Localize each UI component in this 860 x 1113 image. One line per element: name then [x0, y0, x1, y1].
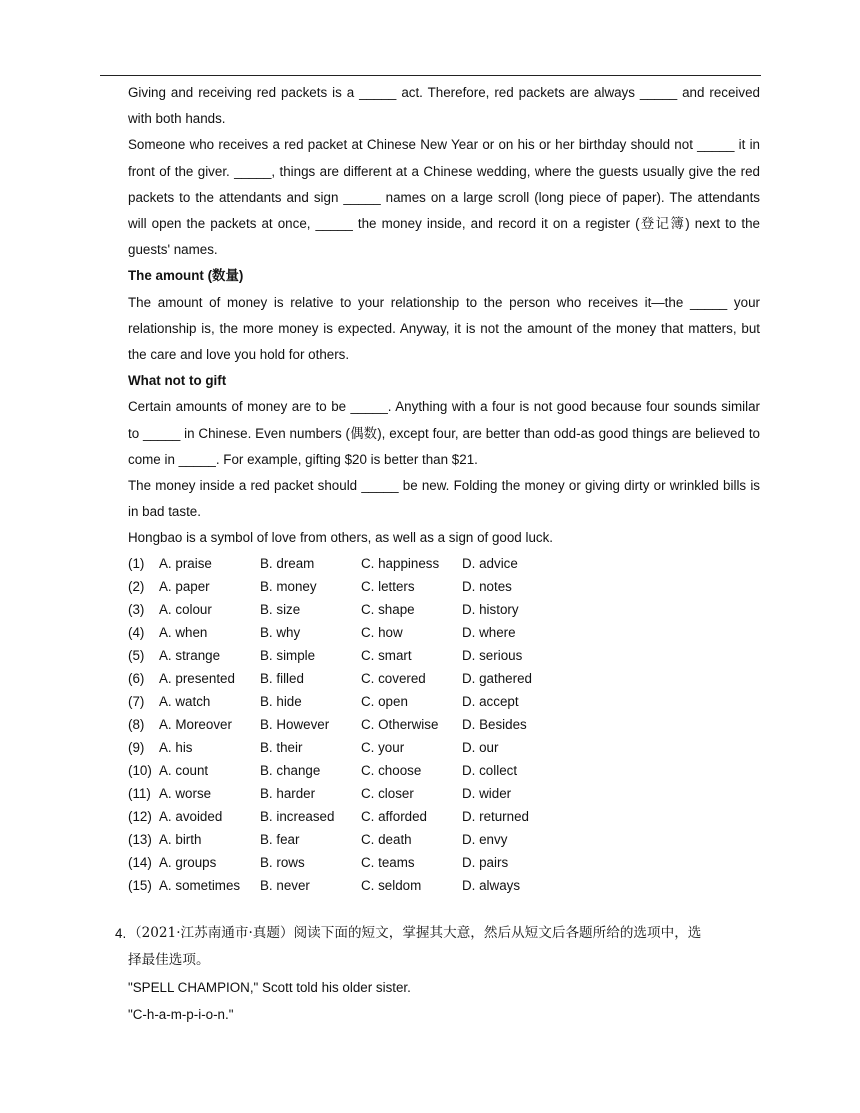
option-b: B. their — [260, 739, 303, 755]
option-a: A. birth — [159, 831, 202, 847]
option-number: (8) — [128, 716, 145, 732]
option-a: A. strange — [159, 647, 221, 663]
option-c: C. shape — [361, 601, 415, 617]
option-a: A. presented — [159, 670, 235, 686]
option-row — [128, 759, 760, 782]
option-c: C. happiness — [361, 555, 440, 571]
option-c: C. seldom — [361, 877, 422, 893]
option-number: (3) — [128, 601, 145, 617]
option-a: A. praise — [159, 555, 212, 571]
option-b: B. why — [260, 624, 301, 640]
option-row — [128, 736, 760, 759]
option-d: D. always — [462, 877, 521, 893]
option-row — [128, 667, 760, 690]
option-d: D. envy — [462, 831, 508, 847]
option-row — [128, 575, 760, 598]
option-b: B. simple — [260, 647, 316, 663]
option-d: D. accept — [462, 693, 519, 709]
option-number: (14) — [128, 854, 152, 870]
option-c: C. how — [361, 624, 403, 640]
option-number: (2) — [128, 578, 145, 594]
option-a: A. sometimes — [159, 877, 241, 893]
heading-not-gift: What not to gift — [128, 373, 227, 389]
option-b: B. fear — [260, 831, 300, 847]
option-a: A. watch — [159, 693, 211, 709]
option-b: B. increased — [260, 808, 335, 824]
question-4-instruction — [115, 920, 760, 947]
option-a: A. paper — [159, 578, 210, 594]
instruction-line-1: （2021·江苏南通市·真题）阅读下面的短文，掌握其大意，然后从短文后各题所给的选项中，选 — [128, 925, 702, 941]
story-line-2: "C-h-a-m-p-i-o-n." — [128, 1007, 234, 1022]
option-b: B. dream — [260, 555, 315, 571]
option-row — [128, 805, 760, 828]
option-d: D. advice — [462, 555, 518, 571]
paragraph-amount: The amount of money is relative to your relationship to the person who receives it—the _____ your relationship is, the more money is expected. Anyway, it is not the amount of the money that matters, but the care and love you hold for others. — [128, 294, 760, 363]
option-b: B. size — [260, 601, 301, 617]
option-number: (4) — [128, 624, 145, 640]
story-line-1: "SPELL CHAMPION," Scott told his older sister. — [128, 980, 411, 995]
option-number: (1) — [128, 555, 145, 571]
option-d: D. pairs — [462, 854, 509, 870]
option-d: D. collect — [462, 762, 518, 778]
option-row — [128, 644, 760, 667]
option-row — [128, 552, 760, 575]
option-row — [128, 828, 760, 851]
option-number: (13) — [128, 831, 152, 847]
option-number: (15) — [128, 877, 152, 893]
option-row — [128, 598, 760, 621]
option-d: D. notes — [462, 578, 512, 594]
option-c: C. closer — [361, 785, 414, 801]
option-a: A. count — [159, 762, 209, 778]
option-a: A. his — [159, 739, 193, 755]
option-d: D. Besides — [462, 716, 527, 732]
option-d: D. our — [462, 739, 499, 755]
option-d: D. history — [462, 601, 519, 617]
paragraph-not-gift-2: The money inside a red packet should _____ be new. Folding the money or giving dirty or wrinkled bills is in bad taste. — [128, 478, 760, 520]
option-row — [128, 690, 760, 713]
option-number: (9) — [128, 739, 145, 755]
heading-amount: The amount (数量) — [128, 268, 244, 284]
option-c: C. teams — [361, 854, 415, 870]
option-b: B. filled — [260, 670, 304, 686]
question-number: 4. — [115, 926, 127, 941]
header-rule — [100, 75, 761, 76]
option-number: (11) — [128, 785, 151, 801]
option-d: D. wider — [462, 785, 512, 801]
option-c: C. open — [361, 693, 408, 709]
option-row — [128, 851, 760, 874]
option-a: A. when — [159, 624, 208, 640]
option-row — [128, 621, 760, 644]
option-number: (5) — [128, 647, 145, 663]
option-c: C. Otherwise — [361, 716, 439, 732]
paragraph-2: Someone who receives a red packet at Chinese New Year or on his or her birthday should not _____ it in front of the giver. _____, things are different at a Chinese wedding, where the guests usually give the red packets to the attendants and sign _____ names on a large scroll (long piece of paper). The attendants will open the packets at once, _____ the money inside, and record it on a register (登记簿) next to the guests' names. — [128, 137, 760, 258]
option-c: C. choose — [361, 762, 422, 778]
paragraph-not-gift-1: Certain amounts of money are to be _____. Anything with a four is not good because four sounds similar to _____ in Chinese. Even numbers (偶数), except four, are better than odd-as good things are believed to come in _____. For example, gifting $20 is better than $21. — [128, 399, 760, 467]
option-number: (6) — [128, 670, 145, 686]
option-row — [128, 782, 760, 805]
option-b: B. harder — [260, 785, 316, 801]
paragraph-1: Giving and receiving red packets is a _____ act. Therefore, red packets are always _____ and received with both hands. — [128, 85, 760, 127]
option-number: (10) — [128, 762, 152, 778]
option-b: B. change — [260, 762, 321, 778]
option-row — [128, 874, 760, 897]
option-a: A. colour — [159, 601, 212, 617]
option-a: A. Moreover — [159, 716, 232, 732]
instruction-line-2: 择最佳选项。 — [128, 952, 210, 968]
option-d: D. serious — [462, 647, 523, 663]
option-a: A. groups — [159, 854, 217, 870]
option-d: D. returned — [462, 808, 529, 824]
option-number: (7) — [128, 693, 145, 709]
option-number: (12) — [128, 808, 152, 824]
option-b: B. However — [260, 716, 330, 732]
option-c: C. letters — [361, 578, 415, 594]
option-d: D. gathered — [462, 670, 532, 686]
option-c: C. covered — [361, 670, 426, 686]
option-c: C. afforded — [361, 808, 428, 824]
option-b: B. money — [260, 578, 317, 594]
option-row — [128, 713, 760, 736]
option-c: C. smart — [361, 647, 412, 663]
passage — [128, 80, 760, 897]
option-b: B. hide — [260, 693, 302, 709]
option-c: C. death — [361, 831, 412, 847]
option-c: C. your — [361, 739, 405, 755]
question-4 — [115, 920, 760, 1028]
option-b: B. never — [260, 877, 310, 893]
option-d: D. where — [462, 624, 516, 640]
option-a: A. avoided — [159, 808, 223, 824]
option-b: B. rows — [260, 854, 305, 870]
paragraph-not-gift-3: Hongbao is a symbol of love from others, as well as a sign of good luck. — [128, 530, 553, 546]
options-list — [128, 552, 760, 897]
option-a: A. worse — [159, 785, 212, 801]
